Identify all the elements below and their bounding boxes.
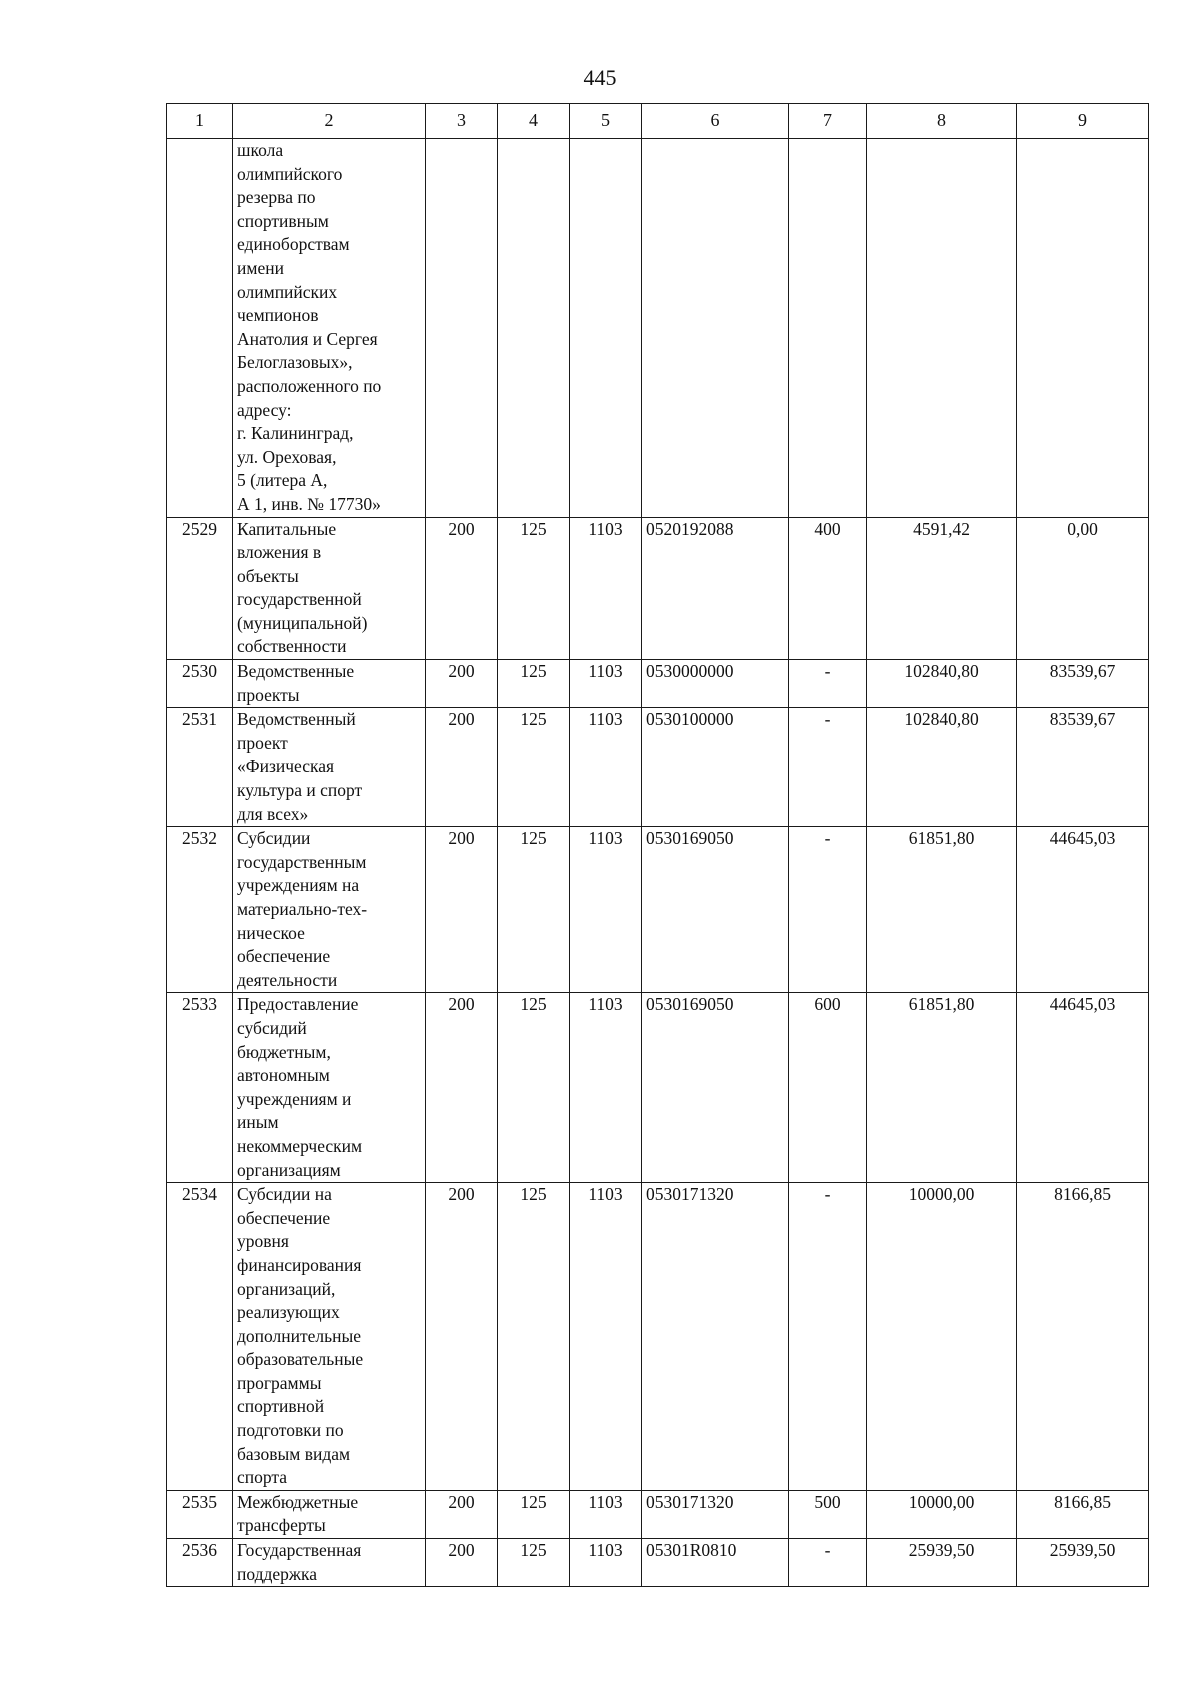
budget-table — [166, 103, 1149, 1587]
row-grbs: 200 — [426, 827, 498, 993]
row-target: 0520192088 — [642, 517, 789, 660]
row-vr — [789, 139, 867, 518]
row-rz — [498, 139, 570, 518]
row-name: Капитальные вложения в объекты государственной (муниципальной) собственности — [233, 517, 426, 660]
column-header: 3 — [426, 104, 498, 139]
row-grbs: 200 — [426, 1490, 498, 1538]
row-sum1: 10000,00 — [867, 1490, 1017, 1538]
row-grbs: 200 — [426, 1539, 498, 1587]
page-number: 445 — [583, 65, 617, 90]
row-sum1: 61851,80 — [867, 827, 1017, 993]
row-vr: - — [789, 1539, 867, 1587]
row-rz: 125 — [498, 1539, 570, 1587]
row-target: 0530171320 — [642, 1490, 789, 1538]
row-prz — [570, 139, 642, 518]
row-prz: 1103 — [570, 1539, 642, 1587]
row-rz: 125 — [498, 660, 570, 708]
row-sum2: 83539,67 — [1017, 708, 1149, 827]
column-header: 6 — [642, 104, 789, 139]
row-prz: 1103 — [570, 827, 642, 993]
column-header: 8 — [867, 104, 1017, 139]
row-target: 05301R0810 — [642, 1539, 789, 1587]
row-target: 0530171320 — [642, 1183, 789, 1491]
table-row — [167, 1539, 1149, 1587]
row-grbs: 200 — [426, 660, 498, 708]
table-row — [167, 827, 1149, 993]
column-header: 2 — [233, 104, 426, 139]
row-grbs — [426, 139, 498, 518]
row-vr: - — [789, 1183, 867, 1491]
row-target: 0530100000 — [642, 708, 789, 827]
row-target: 0530169050 — [642, 993, 789, 1183]
row-number: 2534 — [167, 1183, 233, 1491]
row-prz: 1103 — [570, 660, 642, 708]
row-number: 2533 — [167, 993, 233, 1183]
column-header: 4 — [498, 104, 570, 139]
row-rz: 125 — [498, 827, 570, 993]
row-number: 2529 — [167, 517, 233, 660]
row-name: Субсидии на обеспечение уровня финансирования организаций, реализующих дополнительные образовательные программы спортивной подготовки по базовым видам спорта — [233, 1183, 426, 1491]
row-prz: 1103 — [570, 517, 642, 660]
row-number — [167, 139, 233, 518]
row-sum1: 10000,00 — [867, 1183, 1017, 1491]
row-sum1: 102840,80 — [867, 708, 1017, 827]
row-sum2: 25939,50 — [1017, 1539, 1149, 1587]
table-row — [167, 1490, 1149, 1538]
row-prz: 1103 — [570, 1490, 642, 1538]
row-name: Ведомственный проект «Физическая культура и спорт для всех» — [233, 708, 426, 827]
table-row — [167, 993, 1149, 1183]
row-name: Ведомственные проекты — [233, 660, 426, 708]
row-grbs: 200 — [426, 517, 498, 660]
row-name: Предоставление субсидий бюджетным, автономным учреждениям и иным некоммерческим организациям — [233, 993, 426, 1183]
row-rz: 125 — [498, 1183, 570, 1491]
row-prz: 1103 — [570, 708, 642, 827]
row-sum1: 61851,80 — [867, 993, 1017, 1183]
row-vr: 600 — [789, 993, 867, 1183]
row-vr: - — [789, 660, 867, 708]
row-number: 2535 — [167, 1490, 233, 1538]
row-number: 2532 — [167, 827, 233, 993]
row-name: Субсидии государственным учреждениям на материально-тех- ническое обеспечение деятельности — [233, 827, 426, 993]
row-number: 2536 — [167, 1539, 233, 1587]
row-sum2: 83539,67 — [1017, 660, 1149, 708]
row-prz: 1103 — [570, 1183, 642, 1491]
row-sum1: 25939,50 — [867, 1539, 1017, 1587]
row-sum2: 8166,85 — [1017, 1183, 1149, 1491]
row-vr: 400 — [789, 517, 867, 660]
table-row — [167, 517, 1149, 660]
row-rz: 125 — [498, 1490, 570, 1538]
row-sum1: 102840,80 — [867, 660, 1017, 708]
row-number: 2530 — [167, 660, 233, 708]
row-sum2: 44645,03 — [1017, 993, 1149, 1183]
row-name: школа олимпийского резерва по спортивным единоборствам имени олимпийских чемпионов Анатолия и Сергея Белоглазовых», расположенного по адресу: г. Калининград, ул. Ореховая, 5 (литера А, А 1, инв. № 17730» — [233, 139, 426, 518]
row-number: 2531 — [167, 708, 233, 827]
row-target: 0530000000 — [642, 660, 789, 708]
row-grbs: 200 — [426, 708, 498, 827]
row-sum2: 0,00 — [1017, 517, 1149, 660]
header-row — [167, 104, 1149, 139]
table-row — [167, 708, 1149, 827]
row-sum2: 44645,03 — [1017, 827, 1149, 993]
column-header: 5 — [570, 104, 642, 139]
row-prz: 1103 — [570, 993, 642, 1183]
row-name: Межбюджетные трансферты — [233, 1490, 426, 1538]
row-name: Государственная поддержка — [233, 1539, 426, 1587]
row-target — [642, 139, 789, 518]
row-sum1 — [867, 139, 1017, 518]
row-rz: 125 — [498, 708, 570, 827]
row-sum2: 8166,85 — [1017, 1490, 1149, 1538]
column-header: 1 — [167, 104, 233, 139]
table-row — [167, 1183, 1149, 1491]
table-row — [167, 660, 1149, 708]
row-vr: 500 — [789, 1490, 867, 1538]
table-row — [167, 139, 1149, 518]
row-sum1: 4591,42 — [867, 517, 1017, 660]
column-header: 9 — [1017, 104, 1149, 139]
row-rz: 125 — [498, 993, 570, 1183]
row-target: 0530169050 — [642, 827, 789, 993]
row-grbs: 200 — [426, 993, 498, 1183]
row-vr: - — [789, 708, 867, 827]
column-header: 7 — [789, 104, 867, 139]
row-vr: - — [789, 827, 867, 993]
row-sum2 — [1017, 139, 1149, 518]
row-grbs: 200 — [426, 1183, 498, 1491]
row-rz: 125 — [498, 517, 570, 660]
